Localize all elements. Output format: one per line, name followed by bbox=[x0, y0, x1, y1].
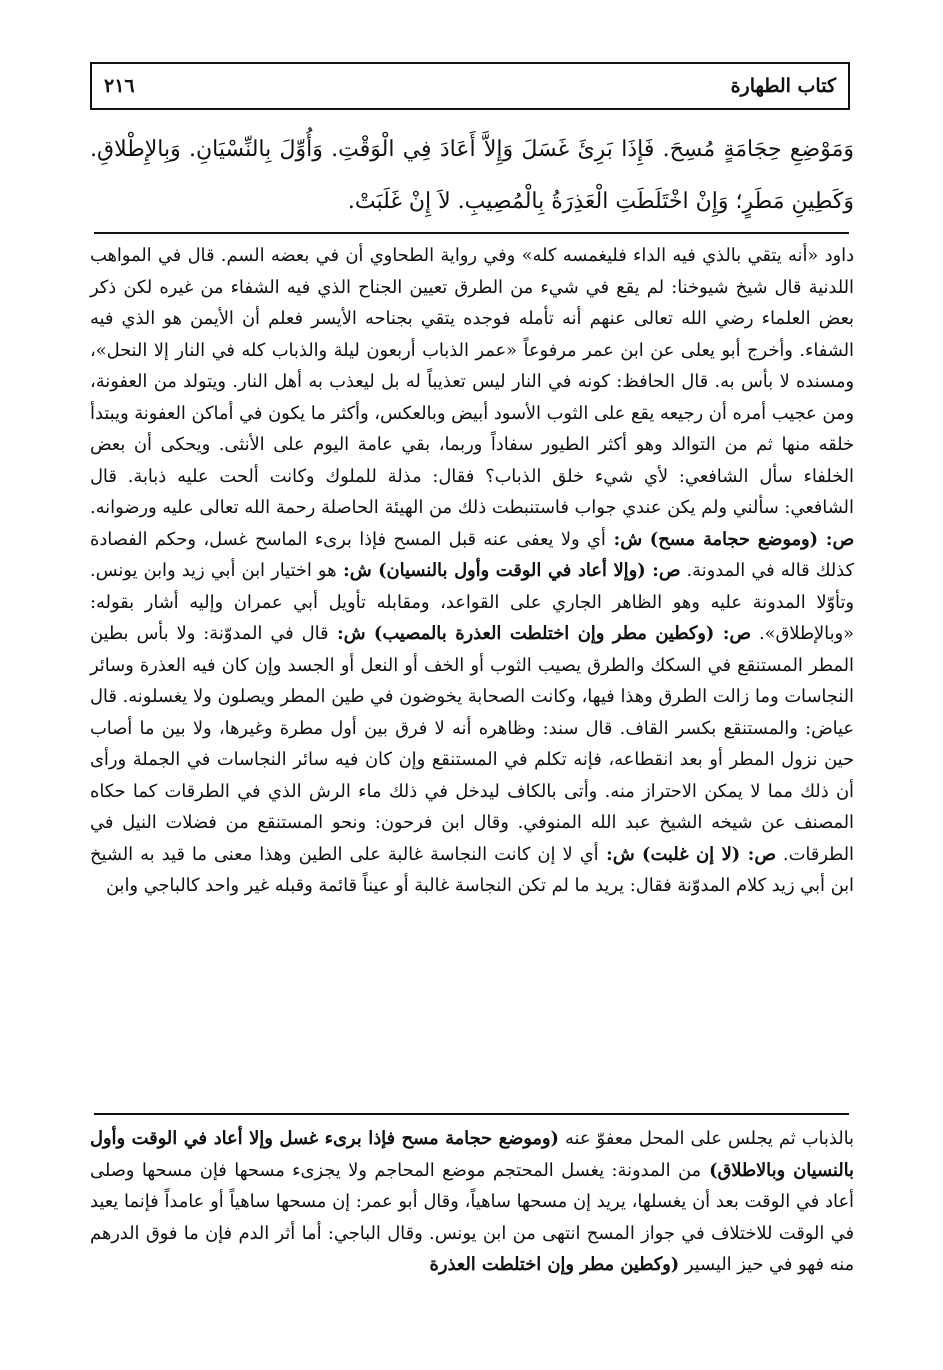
commentary bbox=[90, 240, 854, 902]
footnote-heading: (وكطين مطر وإن اختلطت العذرة bbox=[429, 1254, 680, 1275]
section-heading: ص: (لا إن غلبت) ش: bbox=[598, 843, 776, 865]
footnote-heading: (وموضع حجامة مسح فإذا برىء غسل وإلا أعاد في الوقت وأول بالنسيان وبالاطلاق) bbox=[90, 1128, 854, 1181]
section-heading: ص: (وإلا أعاد في الوقت وأول بالنسيان) ش: bbox=[336, 560, 681, 581]
page-number: ٢١٦ bbox=[104, 75, 135, 97]
separator-bottom bbox=[94, 1113, 849, 1115]
section-heading: ص: (وكطين مطر وإن اختلطت العذرة بالمصيب) ش: bbox=[328, 623, 751, 644]
main-text bbox=[90, 124, 854, 228]
separator-top bbox=[94, 232, 849, 234]
commentary-paragraph: أي ولا يعفى عنه قبل المسح فإذا برىء الماسح غسل، وحكم الفصادة كذلك قاله في المدونة. bbox=[90, 528, 854, 581]
footnote-text: بالذباب ثم يجلس على المحل معفوّ عنه bbox=[558, 1128, 854, 1149]
section-heading: ص: (وموضع حجامة مسح) ش: bbox=[605, 528, 854, 550]
page-header bbox=[90, 62, 850, 110]
footnote bbox=[90, 1123, 854, 1281]
book-title: كتاب الطهارة bbox=[730, 75, 836, 97]
commentary-paragraph: أي لا إن كانت النجاسة غالبة على الطين وهذا معنى ما قيد به الشيخ ابن أبي زيد كلام المدوّنة فقال: يريد ما لم تكن النجاسة غالبة أو عيناً قائمة وقبله غير واحد كالباجي وابن bbox=[90, 843, 854, 896]
commentary-paragraph: قال في المدوّنة: ولا بأس بطين المطر المستنقع في السكك والطرق يصيب الثوب أو الخف أو النعل أو الجسد وإن كان فيه العذرة وسائر النجاسات وما زالت الطرق وهذا فيها، وكانت الصحابة يخوضون في طين المطر ويصلون ولا يغسلونه. قال عياض: والمستنقع بكسر القاف. قال سند: وظاهره أنه لا فرق بين أول مطرة وغيرها، ولا بين ما أصاب حين نزول المطر أو بعد انقطاعه، فإنه تكلم في المستنقع وإن كان فيه سائر النجاسات في الجملة ورأى أن ذلك مما لا يمكن الاحتراز منه. وأتى بالكاف ليدخل في ذلك ماء الرش الذي في الطرقات كما حكاه المصنف عن شيخه الشيخ عبد الله المنوفي. وقال ابن فرحون: ونحو المستنقع من فضلات النيل في الطرقات. bbox=[90, 623, 855, 865]
commentary-paragraph: داود «أنه يتقي بالذي فيه الداء فليغمسه كله» وفي رواية الطحاوي أن في بعضه السم. قال في المواهب اللدنية قال شيخ شيوخنا: لم يقع في شيء من الطرق تعيين الجناح الذي فيه الشفاء من غيره لكن ذكر بعض العلماء رضي الله تعالى عنهم أنه تأمله فوجده يتقي بجناحه الأيسر فعلم أن الأيمن هو الذي فيه الشفاء. وأخرج أبو يعلى عن ابن عمر مرفوعاً «عمر الذباب أربعون ليلة والذباب كله في النار إلا النحل»، ومسنده لا بأس به. قال الحافظ: كونه في النار ليس تعذيباً له بل ليعذب به أهل النار. ويتولد من العفونة، ومن عجيب أمره أن رجيعه يقع على الثوب الأسود أبيض وبالعكس، وأكثر ما يكون في أماكن العفونة ويبتدأ خلقه منها ثم من التوالد وهو أكثر الطيور سفاداً وربما، بقي عامة اليوم على الأنثى. ويحكى أن بعض الخلفاء سأل الشافعي: لأي شيء خلق الذباب؟ فقال: مذلة للملوك وكانت ألحت عليه ذبابة. قال الشافعي: سألني ولم يكن عندي جواب فاستنبطت ذلك من الهيئة الحاصلة رحمة الله تعالى عليه ورضوانه. bbox=[90, 245, 854, 518]
commentary-paragraph: هو اختيار ابن أبي زيد وابن يونس. وتأوّلا المدونة عليه وهو الظاهر الجاري على القواعد، ومقابله تأويل أبي عمران وإليه أشار بقوله: «وبالإطلاق». bbox=[90, 560, 855, 644]
footnote-text: من المدونة: يغسل المحتجم موضع المحاجم ولا يجزىء مسحها فإن مسحها وصلى أعاد في الوقت بعد أن يغسلها، يريد إن مسحها ساهياً، وقال أبو عمر: إن مسحها ساهياً أو عامداً فإنما يعيد في الوقت للاختلاف في جواز المسح انتهى من ابن يونس. وقال الباجي: أما أثر الدم فإن ما فوق الدرهم منه فهو في حيز اليسير bbox=[90, 1159, 854, 1275]
main-text-body: وَمَوْضِعِ حِجَامَةٍ مُسِحَ. فَإِذَا بَرِئَ غَسَلَ وَإِلاَّ أَعَادَ فِي الْوَقْتِ. وَأُوِّلَ بِالنِّسْيَانِ. وَبِالإِطْلاقِ. وَكَطِينِ مَطَرٍ؛ وَإِنْ اخْتَلَطَتِ الْعَذِرَةُ بِالْمُصِيبِ. لاَ إِنْ غَلَبَتْ. bbox=[90, 137, 854, 214]
